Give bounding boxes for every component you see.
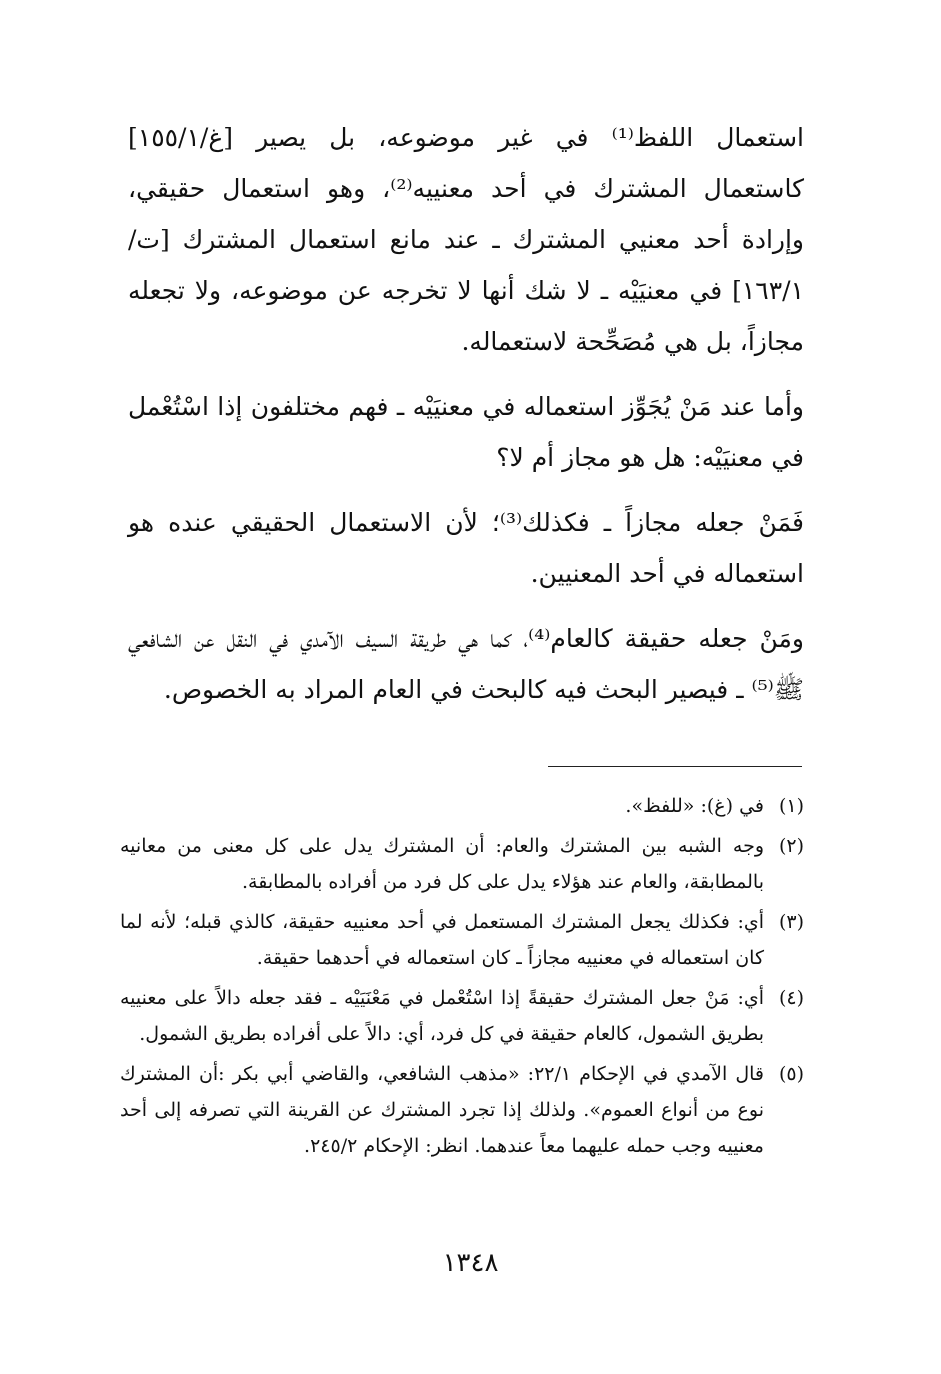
footnote-text: أي: مَنْ جعل المشترك حقيقةً إذا اسْتُعْمل في مَعْنَيَيْه ـ فقد جعله دالاً على معنييه بطريق الشمول، كالعام حقيقة في كل فرد، أي: دالاً على أفراده بطريق الشمول. <box>120 987 764 1045</box>
footnote-number: (٤) <box>778 987 804 1009</box>
footnote-item <box>120 788 804 824</box>
footnote-number: (٢) <box>778 835 804 857</box>
footnote-text: قال الآمدي في الإحكام ٢٢/١: «مذهب الشافعي، والقاضي أبي بكر :أن المشترك نوع من أنواع العموم». ولذلك إذا تجرد المشترك عن القرينة التي تصرفه إلى أحد معنييه وجب حمله عليهما معاً عندهما. انظر: الإحكام ٢٤٥/٢. <box>120 1063 764 1157</box>
footnote-item <box>120 1056 804 1164</box>
paragraph-4: ومَنْ جعله حقيقة كالعام⁽⁴⁾، كما هي طريقة السيف الآمدي في النقل عن الشافعي ﷺ⁽⁵⁾ ـ فيصير البحث فيه كالبحث في العام المراد به الخصوص. <box>128 624 804 704</box>
footnote-number: (١) <box>778 795 804 817</box>
footnote-item <box>120 904 804 976</box>
footnote-separator <box>548 766 802 767</box>
page-number: ١٣٤٨ <box>442 1248 499 1278</box>
paragraph-3: فَمَنْ جعله مجازاً ـ فكذلك⁽³⁾؛ لأن الاستعمال الحقيقي عنده هو استعماله في أحد المعنيين. <box>128 508 804 588</box>
paragraph-2: وأما عند مَنْ يُجَوِّز استعماله في معنيَيْه ـ فهم مختلفون إذا اسْتُعْمل في معنيَيْه: هل هو مجاز أم لا؟ <box>128 392 804 472</box>
footnote-text: في (غ): «للفظ». <box>625 795 764 817</box>
footnote-number: (٥) <box>778 1063 804 1085</box>
footnote-text: وجه الشبه بين المشترك والعام: أن المشترك يدل على كل معنى من معانيه بالمطابقة، والعام عند هؤلاء يدل على كل فرد من أفراده بالمطابقة. <box>120 835 764 893</box>
footnote-item <box>120 828 804 900</box>
main-text-body <box>128 112 804 729</box>
footnote-number: (٣) <box>778 911 804 933</box>
footnote-text: أي: فكذلك يجعل المشترك المستعمل في أحد معنييه حقيقة، كالذي قبله؛ لأنه لما كان استعماله في معنييه مجازاً ـ كان استعماله في أحدهما حقيقة. <box>120 911 764 969</box>
footnote-item <box>120 980 804 1052</box>
footnotes-section <box>120 788 804 1168</box>
paragraph-1: استعمال اللفظ⁽¹⁾ في غير موضوعه، بل يصير [غ/١٥٥/١] كاستعمال المشترك في أحد معنييه⁽²⁾، وهو استعمال حقيقي، وإرادة أحد معنيي المشترك ـ عند مانع استعمال المشترك [ت/١٦٣/١] في معنيَيْه ـ لا شك أنها لا تخرجه عن موضوعه، ولا تجعله مجازاً، بل هي مُصَحِّحة لاستعماله. <box>128 123 804 356</box>
